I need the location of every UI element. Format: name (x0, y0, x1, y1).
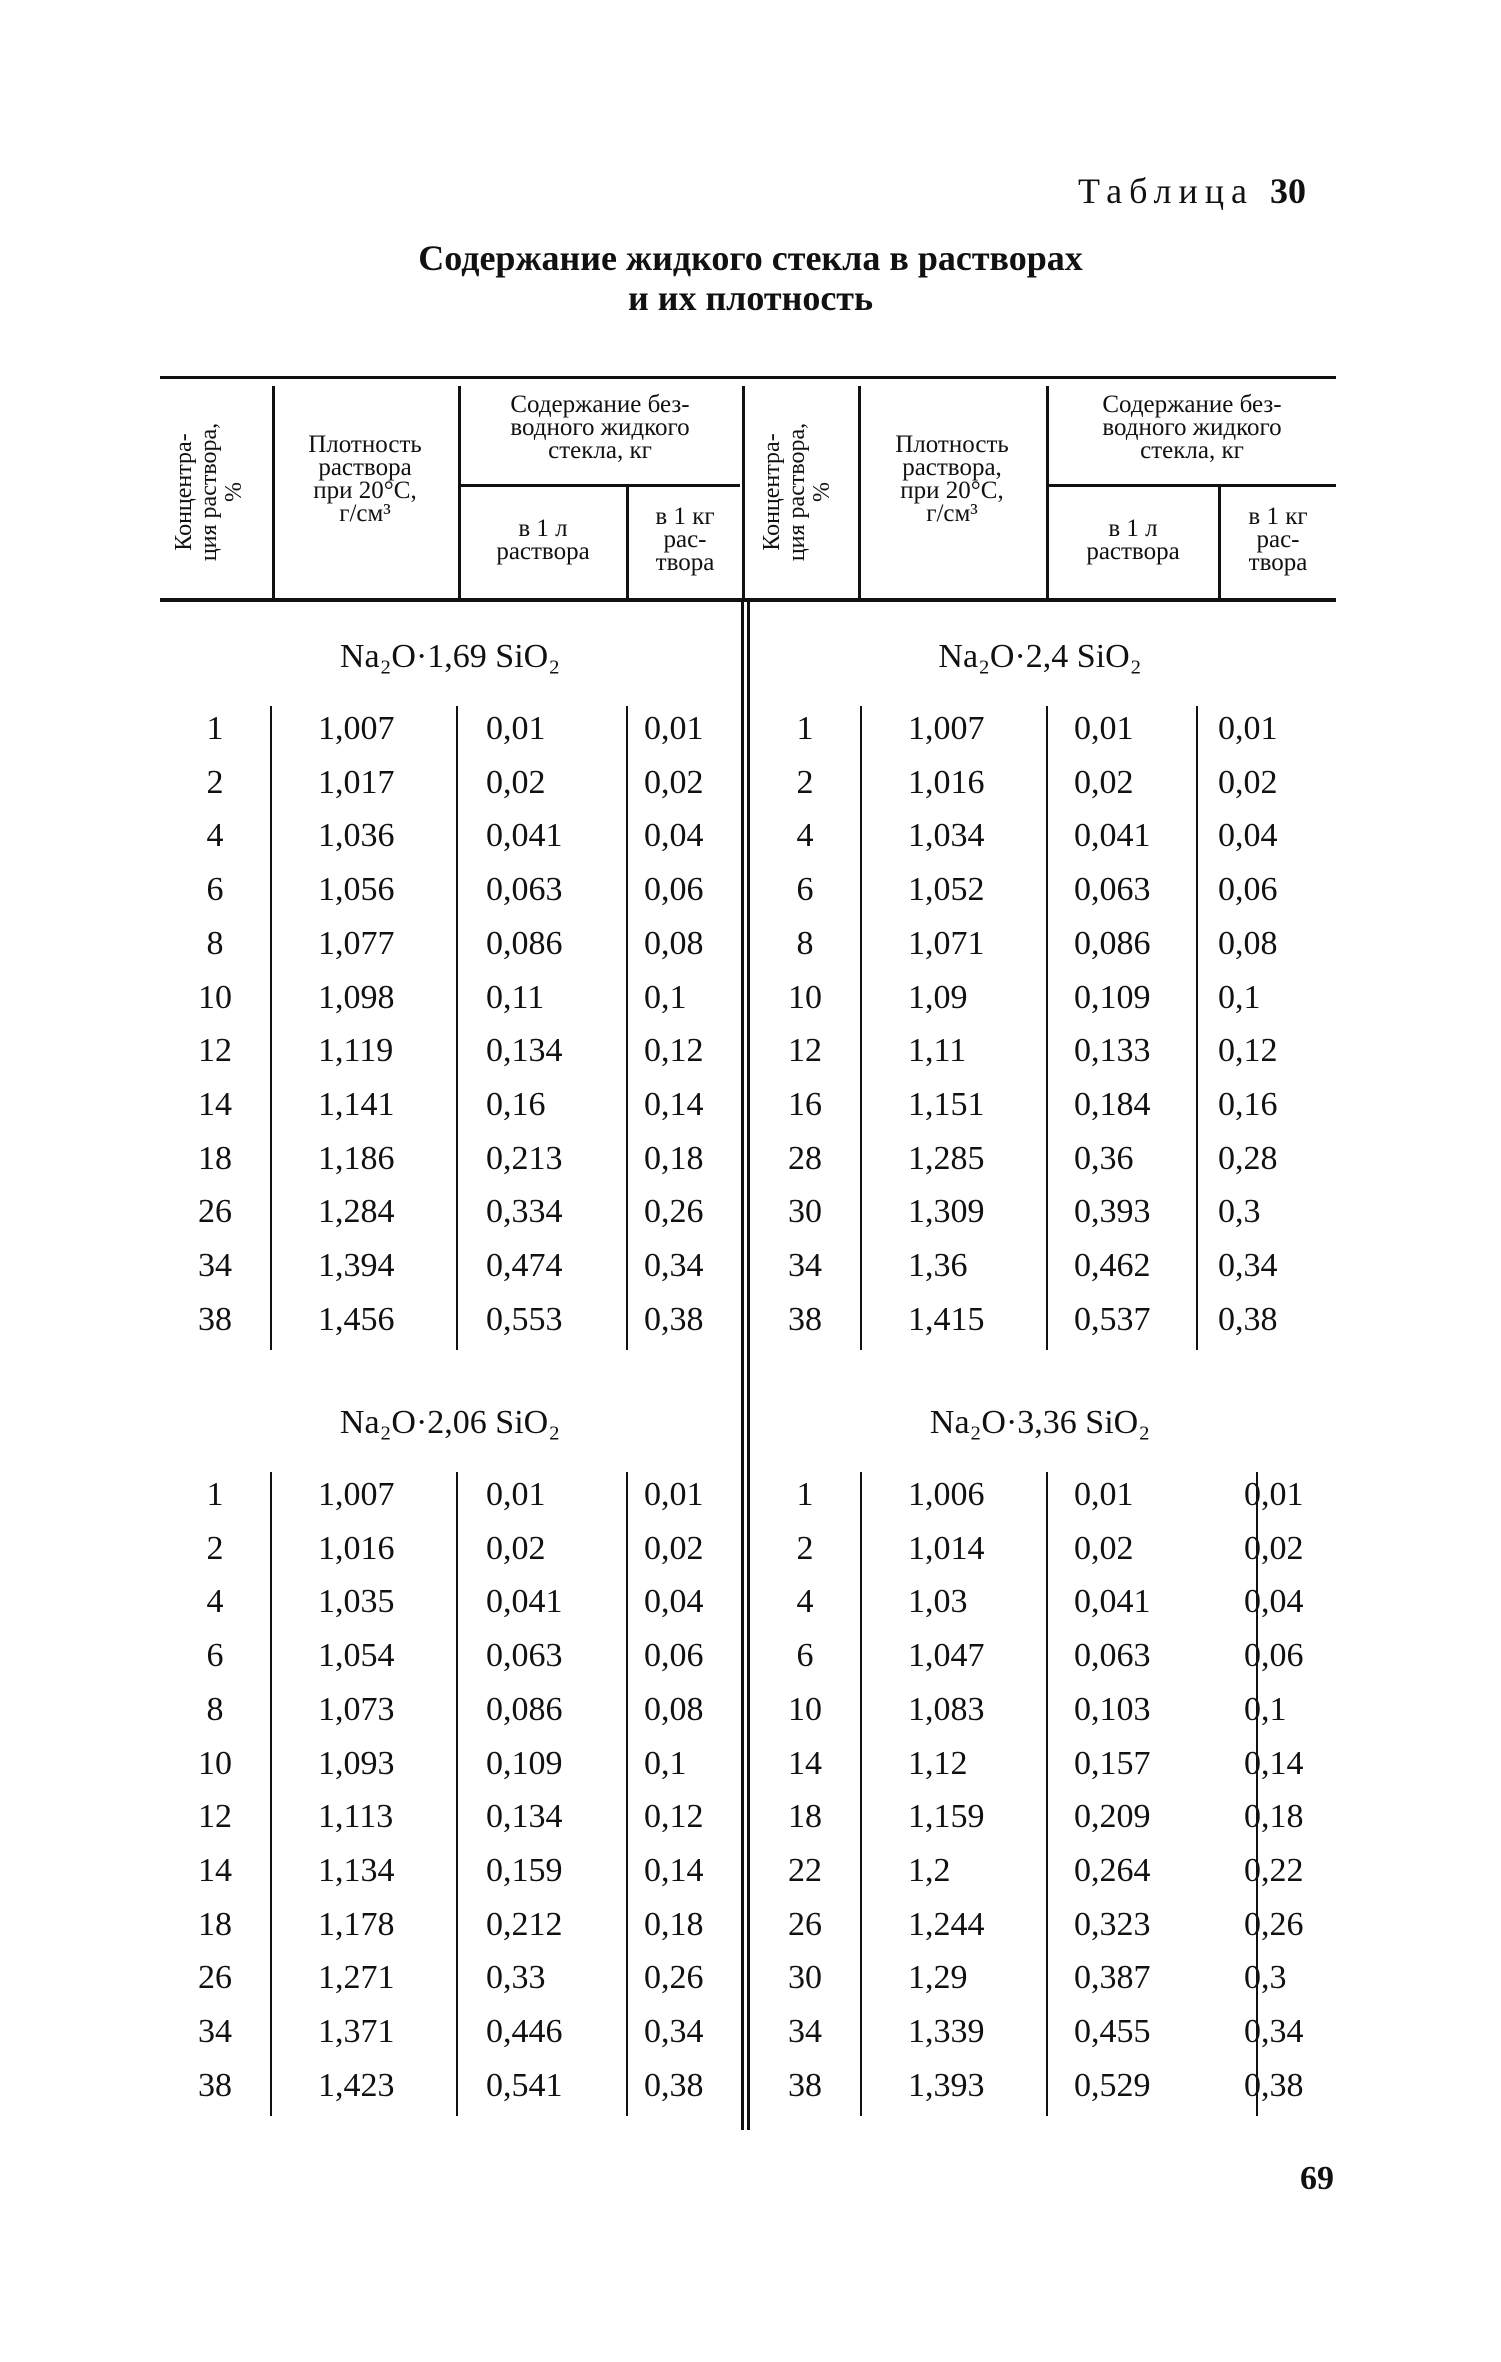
cell-concentration: 18 (198, 1139, 232, 1177)
content-header-right-line: стекла, кг (1140, 437, 1244, 464)
cell-concentration: 26 (198, 1959, 232, 1997)
cell-density: 1,339 (908, 2013, 985, 2050)
cell-concentration: 18 (788, 1798, 822, 1836)
column-rule (860, 1472, 862, 2116)
cell-concentration: 14 (198, 1085, 232, 1123)
cell-content-per-kg: 0,22 (1244, 1851, 1304, 1889)
cell-content-per-liter: 0,537 (1074, 1300, 1151, 1338)
cell-density: 1,014 (908, 1529, 985, 1567)
cell-content-per-liter: 0,134 (486, 1798, 563, 1836)
cell-concentration: 38 (788, 1300, 822, 1338)
cell-concentration: 34 (788, 1247, 822, 1284)
cell-content-per-liter: 0,264 (1074, 1851, 1151, 1889)
cell-content-per-kg: 0,06 (644, 1637, 704, 1675)
cell-concentration: 8 (206, 924, 224, 962)
cell-content-per-kg: 0,1 (644, 1744, 687, 1782)
cell-content-per-kg: 0,04 (644, 1583, 704, 1621)
cell-content-per-kg: 0,1 (1244, 1690, 1287, 1728)
cell-concentration: 1 (796, 1476, 814, 1513)
cell-content-per-kg: 0,18 (644, 1905, 704, 1943)
per-kg-header-right-line: в 1 кг (1248, 503, 1308, 530)
cell-content-per-kg: 0,34 (1244, 2013, 1304, 2050)
cell-content-per-kg: 0,34 (644, 1247, 704, 1284)
cell-content-per-liter: 0,541 (486, 2066, 563, 2104)
cell-content-per-liter: 0,086 (486, 924, 563, 962)
density-header-line: раствора (318, 454, 412, 481)
cell-content-per-kg: 0,06 (1218, 871, 1278, 909)
cell-content-per-kg: 0,26 (644, 1193, 704, 1231)
cell-content-per-kg: 0,04 (644, 817, 704, 855)
cell-content-per-liter: 0,11 (486, 978, 545, 1016)
cell-content-per-liter: 0,02 (1074, 1529, 1134, 1567)
cell-concentration: 6 (206, 871, 224, 909)
cell-content-per-liter: 0,212 (486, 1905, 563, 1943)
cell-content-per-liter: 0,529 (1074, 2066, 1151, 2104)
cell-content-per-liter: 0,041 (1074, 817, 1151, 855)
cell-content-per-kg: 0,08 (644, 924, 704, 962)
cell-content-per-liter: 0,334 (486, 1193, 563, 1231)
cell-concentration: 38 (198, 2066, 232, 2104)
cell-concentration: 1 (206, 1476, 224, 1513)
content-header-line: Содержание без- (510, 391, 690, 418)
content-header-right-line: водного жидкого (1102, 414, 1282, 441)
cell-content-per-liter: 0,159 (486, 1851, 563, 1889)
cell-content-per-kg: 0,01 (644, 1476, 704, 1513)
cell-content-per-kg: 0,02 (644, 763, 704, 801)
cell-density: 1,415 (908, 1300, 985, 1338)
cell-concentration: 4 (796, 817, 814, 855)
cell-content-per-kg: 0,16 (1218, 1085, 1278, 1123)
cell-concentration: 1 (796, 710, 814, 747)
cell-density: 1,178 (318, 1905, 395, 1943)
cell-content-per-liter: 0,041 (1074, 1583, 1151, 1621)
cell-content-per-kg: 0,02 (644, 1529, 704, 1567)
cell-density: 1,151 (908, 1085, 985, 1123)
cell-concentration: 4 (206, 1583, 224, 1621)
cell-content-per-liter: 0,063 (486, 871, 563, 909)
per-liter-header-right-line: раствора (1086, 538, 1180, 565)
page-number: 69 (1300, 2160, 1334, 2197)
cell-concentration: 2 (206, 1529, 224, 1567)
cell-content-per-kg: 0,01 (1218, 710, 1278, 747)
cell-density: 1,393 (908, 2066, 985, 2104)
cell-density: 1,047 (908, 1637, 985, 1675)
header-column-rule (1046, 386, 1049, 598)
cell-concentration: 2 (796, 763, 814, 801)
cell-density: 1,007 (318, 710, 395, 747)
cell-content-per-liter: 0,109 (486, 1744, 563, 1782)
cell-concentration: 1 (206, 710, 224, 747)
cell-content-per-liter: 0,086 (1074, 924, 1151, 962)
cell-content-per-liter: 0,01 (486, 1476, 546, 1513)
column-rule (270, 706, 272, 1350)
concentration-header-right-line: Концентра- (759, 433, 785, 551)
cell-content-per-kg: 0,38 (1218, 1300, 1278, 1338)
cell-density: 1,456 (318, 1300, 395, 1338)
cell-concentration: 10 (198, 978, 232, 1016)
per-kg-header-right-line: рас- (1256, 526, 1300, 553)
per-liter-header-right-line: в 1 л (1108, 515, 1158, 542)
header-column-rule (458, 386, 461, 598)
cell-density: 1,007 (318, 1476, 395, 1513)
header-top-rule (160, 376, 1336, 379)
cell-density: 1,371 (318, 2013, 395, 2050)
cell-content-per-kg: 0,3 (1218, 1193, 1261, 1231)
cell-density: 1,052 (908, 871, 985, 909)
cell-content-per-liter: 0,184 (1074, 1085, 1151, 1123)
cell-density: 1,077 (318, 924, 395, 962)
cell-density: 1,034 (908, 817, 985, 855)
concentration-header-line: ция раствора, (196, 422, 222, 562)
cell-content-per-kg: 0,12 (1218, 1032, 1278, 1070)
cell-content-per-kg: 0,34 (1218, 1247, 1278, 1284)
per-liter-header-line: раствора (496, 538, 590, 565)
density-header-right-line: при 20°С, (900, 477, 1004, 504)
column-rule (626, 706, 628, 1350)
cell-concentration: 12 (198, 1032, 232, 1070)
cell-concentration: 2 (796, 1529, 814, 1567)
cell-concentration: 34 (198, 2013, 232, 2050)
cell-content-per-kg: 0,14 (1244, 1744, 1304, 1782)
per-kg-header-line: в 1 кг (655, 503, 715, 530)
subheader-rule-right (1048, 484, 1336, 487)
cell-concentration: 10 (788, 978, 822, 1016)
cell-content-per-liter: 0,086 (486, 1690, 563, 1728)
cell-density: 1,394 (318, 1247, 395, 1284)
cell-content-per-kg: 0,3 (1244, 1959, 1287, 1997)
cell-density: 1,113 (318, 1798, 394, 1836)
cell-content-per-kg: 0,14 (644, 1851, 704, 1889)
group-title: Na₂O·2,06 SiO₂ (339, 1404, 561, 1441)
cell-content-per-kg: 0,06 (644, 871, 704, 909)
cell-concentration: 30 (788, 1193, 822, 1231)
header-column-rule (742, 386, 745, 598)
cell-density: 1,244 (908, 1905, 985, 1943)
content-header-line: стекла, кг (548, 437, 652, 464)
content-header-line: водного жидкого (510, 414, 690, 441)
cell-content-per-kg: 0,38 (644, 1300, 704, 1338)
column-rule (860, 706, 862, 1350)
group-title: Na₂O·2,4 SiO₂ (938, 638, 1142, 675)
cell-content-per-kg: 0,04 (1218, 817, 1278, 855)
cell-content-per-kg: 0,26 (644, 1959, 704, 1997)
cell-density: 1,016 (908, 763, 985, 801)
cell-content-per-liter: 0,041 (486, 817, 563, 855)
cell-content-per-liter: 0,393 (1074, 1193, 1151, 1231)
content-header-right-line: Содержание без- (1102, 391, 1282, 418)
group-title: Na₂O·3,36 SiO₂ (929, 1404, 1151, 1441)
cell-content-per-kg: 0,18 (1244, 1798, 1304, 1836)
table-title-line1: Содержание жидкого стекла в растворах (418, 238, 1083, 278)
cell-content-per-liter: 0,02 (486, 763, 546, 801)
cell-density: 1,119 (318, 1032, 394, 1070)
cell-density: 1,007 (908, 710, 985, 747)
cell-content-per-kg: 0,01 (1244, 1476, 1304, 1513)
concentration-header-right-line: % (809, 482, 835, 502)
cell-density: 1,056 (318, 871, 395, 909)
cell-content-per-liter: 0,063 (1074, 871, 1151, 909)
cell-content-per-liter: 0,209 (1074, 1798, 1151, 1836)
group-title: Na₂O·1,69 SiO₂ (339, 638, 561, 675)
per-kg-header-line: рас- (663, 526, 707, 553)
cell-density: 1,098 (318, 978, 395, 1016)
cell-content-per-kg: 0,38 (644, 2066, 704, 2104)
cell-content-per-liter: 0,01 (1074, 710, 1134, 747)
per-kg-header-right-line: твора (1248, 549, 1308, 576)
cell-content-per-liter: 0,134 (486, 1032, 563, 1070)
cell-concentration: 10 (788, 1690, 822, 1728)
cell-content-per-kg: 0,12 (644, 1032, 704, 1070)
cell-concentration: 4 (796, 1583, 814, 1621)
cell-density: 1,03 (908, 1583, 968, 1621)
column-rule (1196, 706, 1198, 1350)
per-kg-header-line: твора (655, 549, 715, 576)
cell-density: 1,134 (318, 1851, 395, 1889)
cell-concentration: 18 (198, 1905, 232, 1943)
cell-content-per-kg: 0,38 (1244, 2066, 1304, 2104)
cell-concentration: 26 (198, 1193, 232, 1231)
cell-concentration: 38 (198, 1300, 232, 1338)
cell-content-per-liter: 0,041 (486, 1583, 563, 1621)
cell-content-per-liter: 0,02 (1074, 763, 1134, 801)
cell-content-per-liter: 0,474 (486, 1247, 563, 1284)
cell-content-per-liter: 0,387 (1074, 1959, 1151, 1997)
cell-density: 1,309 (908, 1193, 985, 1231)
table-title-line2: и их плотность (627, 278, 874, 318)
cell-density: 1,017 (318, 763, 395, 801)
density-header-line: г/см³ (339, 500, 391, 527)
concentration-header-line: % (221, 482, 247, 502)
subheader-rule-left (460, 484, 740, 487)
cell-concentration: 6 (796, 1637, 814, 1675)
cell-density: 1,141 (318, 1085, 395, 1123)
cell-content-per-kg: 0,1 (644, 978, 687, 1016)
cell-density: 1,073 (318, 1690, 395, 1728)
cell-density: 1,159 (908, 1798, 985, 1836)
per-liter-header-line: в 1 л (518, 515, 568, 542)
cell-density: 1,271 (318, 1959, 395, 1997)
cell-density: 1,11 (908, 1032, 967, 1070)
cell-density: 1,035 (318, 1583, 395, 1621)
cell-content-per-liter: 0,446 (486, 2013, 563, 2050)
cell-content-per-liter: 0,109 (1074, 978, 1151, 1016)
cell-content-per-kg: 0,01 (644, 710, 704, 747)
cell-density: 1,09 (908, 978, 968, 1016)
cell-concentration: 12 (198, 1798, 232, 1836)
density-header-right-line: Плотность (895, 431, 1009, 458)
cell-density: 1,285 (908, 1139, 985, 1177)
cell-density: 1,083 (908, 1690, 985, 1728)
cell-concentration: 34 (198, 1247, 232, 1284)
cell-concentration: 10 (198, 1744, 232, 1782)
header-column-rule (272, 386, 275, 598)
cell-content-per-kg: 0,02 (1218, 763, 1278, 801)
cell-content-per-kg: 0,08 (644, 1690, 704, 1728)
cell-concentration: 28 (788, 1139, 822, 1177)
cell-content-per-liter: 0,01 (486, 710, 546, 747)
cell-content-per-kg: 0,1 (1218, 978, 1261, 1016)
cell-content-per-liter: 0,157 (1074, 1744, 1151, 1782)
cell-content-per-liter: 0,02 (486, 1529, 546, 1567)
cell-concentration: 6 (206, 1637, 224, 1675)
cell-concentration: 14 (198, 1851, 232, 1889)
cell-density: 1,284 (318, 1193, 395, 1231)
cell-content-per-kg: 0,26 (1244, 1905, 1304, 1943)
cell-density: 1,054 (318, 1637, 395, 1675)
concentration-header-line: Концентра- (171, 433, 197, 551)
cell-density: 1,12 (908, 1744, 968, 1782)
cell-density: 1,186 (318, 1139, 395, 1177)
cell-content-per-kg: 0,04 (1244, 1583, 1304, 1621)
cell-concentration: 34 (788, 2013, 822, 2050)
density-header-line: Плотность (308, 431, 422, 458)
cell-content-per-liter: 0,16 (486, 1085, 546, 1123)
cell-content-per-liter: 0,33 (486, 1959, 546, 1997)
cell-content-per-liter: 0,213 (486, 1139, 563, 1177)
cell-concentration: 26 (788, 1905, 822, 1943)
cell-content-per-liter: 0,063 (486, 1637, 563, 1675)
cell-content-per-kg: 0,08 (1218, 924, 1278, 962)
cell-content-per-liter: 0,133 (1074, 1032, 1151, 1070)
cell-concentration: 2 (206, 763, 224, 801)
header-column-rule (858, 386, 861, 598)
table-label (1078, 170, 1306, 212)
table-number: 30 (1270, 171, 1306, 211)
cell-density: 1,36 (908, 1247, 968, 1284)
cell-content-per-liter: 0,36 (1074, 1139, 1134, 1177)
cell-density: 1,071 (908, 924, 985, 962)
cell-content-per-liter: 0,455 (1074, 2013, 1151, 2050)
cell-concentration: 6 (796, 871, 814, 909)
cell-density: 1,2 (908, 1851, 951, 1889)
cell-concentration: 8 (206, 1690, 224, 1728)
cell-content-per-liter: 0,01 (1074, 1476, 1134, 1513)
cell-content-per-liter: 0,103 (1074, 1690, 1151, 1728)
cell-concentration: 12 (788, 1032, 822, 1070)
cell-content-per-kg: 0,34 (644, 2013, 704, 2050)
cell-content-per-kg: 0,02 (1244, 1529, 1304, 1567)
cell-concentration: 4 (206, 817, 224, 855)
column-rule (270, 1472, 272, 2116)
cell-density: 1,093 (318, 1744, 395, 1782)
cell-content-per-kg: 0,12 (644, 1798, 704, 1836)
density-header-right-line: раствора, (902, 454, 1002, 481)
cell-concentration: 8 (796, 924, 814, 962)
cell-concentration: 30 (788, 1959, 822, 1997)
header-column-rule (626, 486, 629, 598)
cell-concentration: 38 (788, 2066, 822, 2104)
cell-density: 1,423 (318, 2066, 395, 2104)
cell-content-per-liter: 0,553 (486, 1300, 563, 1338)
column-rule (626, 1472, 628, 2116)
cell-density: 1,006 (908, 1476, 985, 1513)
table-label-text: Таблица (1078, 171, 1254, 211)
concentration-header-right-line: ция раствора, (784, 422, 810, 562)
density-header-right-line: г/см³ (926, 500, 978, 527)
cell-content-per-kg: 0,18 (644, 1139, 704, 1177)
cell-concentration: 22 (788, 1851, 822, 1889)
cell-density: 1,036 (318, 817, 395, 855)
cell-content-per-liter: 0,063 (1074, 1637, 1151, 1675)
cell-content-per-kg: 0,28 (1218, 1139, 1278, 1177)
cell-density: 1,29 (908, 1959, 968, 1997)
cell-content-per-liter: 0,323 (1074, 1905, 1151, 1943)
cell-content-per-kg: 0,14 (644, 1085, 704, 1123)
cell-concentration: 16 (788, 1085, 822, 1123)
cell-concentration: 14 (788, 1744, 822, 1782)
cell-content-per-kg: 0,06 (1244, 1637, 1304, 1675)
density-header-line: при 20°С, (313, 477, 417, 504)
cell-density: 1,016 (318, 1529, 395, 1567)
cell-content-per-liter: 0,462 (1074, 1247, 1151, 1284)
